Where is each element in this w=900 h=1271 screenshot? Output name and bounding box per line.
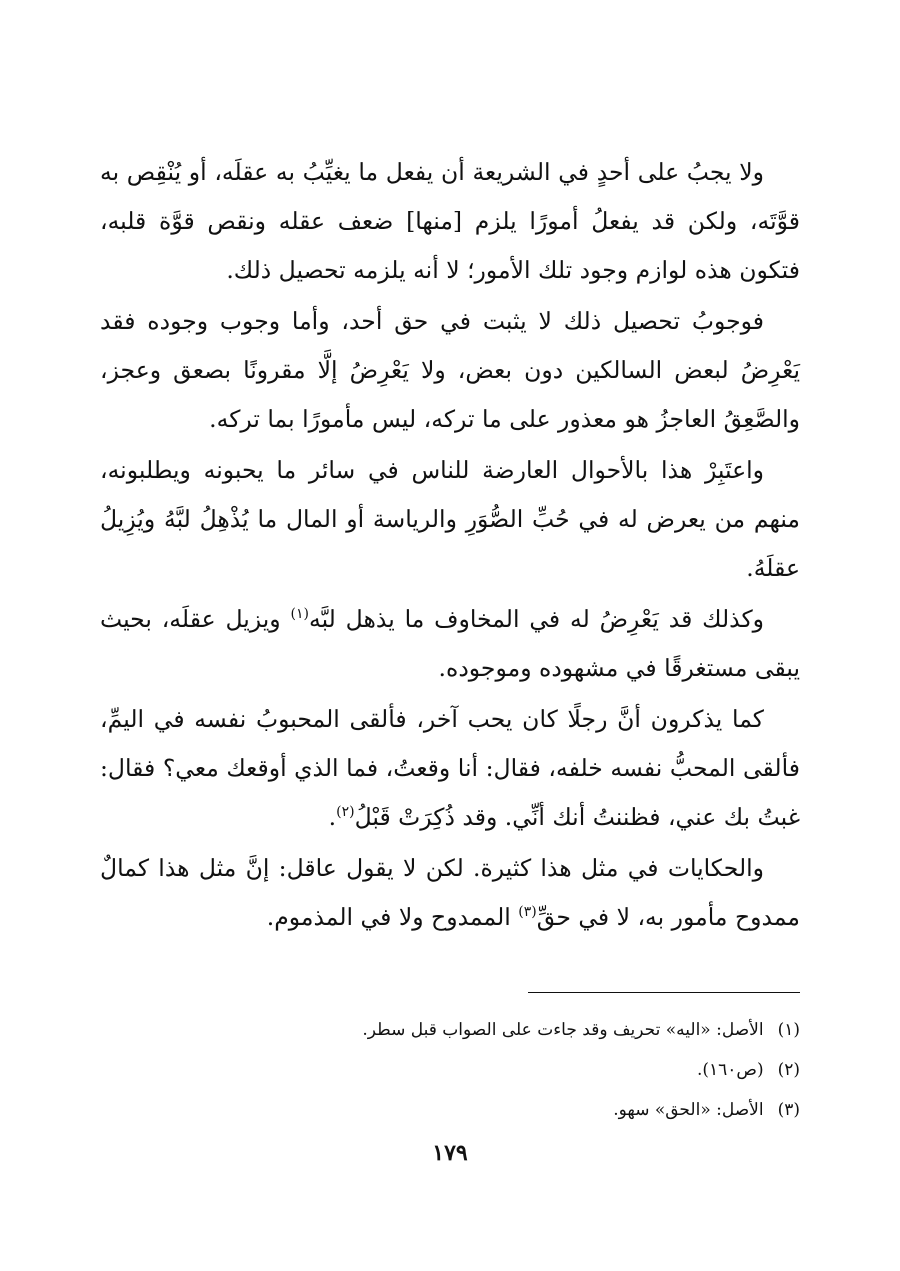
footnote-reference-2[interactable]: (٢) [336, 804, 355, 821]
paragraph-text: ويزيل عقلَه، بحيث يبقى مستغرقًا في مشهوده وموجوده. [100, 605, 800, 682]
footnote-reference-1[interactable]: (١) [290, 606, 309, 623]
footnote-text: (ص١٦٠). [696, 1060, 764, 1080]
page-number: ١٧٩ [432, 1140, 468, 1166]
footnote-1 [100, 1010, 800, 1050]
paragraph-text: الممدوح ولا في المذموم. [266, 903, 519, 931]
paragraph-5 [100, 695, 800, 842]
paragraph-text: فوجوبُ تحصيل ذلك لا يثبت في حق أحد، وأما وجوب وجوده فقد يَعْرِضُ لبعض السالكين دون بعض، ولا يَعْرِضُ إلَّا مقرونًا بصعق وعجز، والصَّعِقُ العاجزُ هو معذور على ما تركه، ليس مأمورًا بما تركه. [100, 307, 800, 433]
footnote-text: الأصل: «الحق» سهو. [613, 1100, 764, 1120]
paragraph-1 [100, 148, 800, 295]
paragraph-text: . [328, 803, 337, 831]
paragraph-3 [100, 446, 800, 593]
paragraph-text: ولا يجبُ على أحدٍ في الشريعة أن يفعل ما يغيِّبُ به عقلَه، أو يُنْقِص به قوَّتَه، ولكن قد يفعلُ أمورًا يلزم [منها] ضعف عقله ونقص قوَّة قلبه، فتكون هذه لوازم وجود تلك الأمور؛ لا أنه يلزمه تحصيل ذلك. [100, 158, 800, 284]
page-body [100, 148, 800, 942]
footnote-2 [100, 1050, 800, 1090]
footnote-number: (١) [777, 1020, 800, 1040]
footnote-number: (٢) [777, 1060, 800, 1080]
footnote-text: الأصل: «اليه» تحريف وقد جاءت على الصواب قبل سطر. [362, 1020, 764, 1040]
footnote-reference-3[interactable]: (٣) [518, 904, 537, 921]
paragraph-text: والحكايات في مثل هذا كثيرة. لكن لا يقول عاقل: إنَّ مثل هذا كمالٌ ممدوح مأمور به، لا في حقِّ [100, 854, 800, 931]
paragraph-text: كما يذكرون أنَّ رجلًا كان يحب آخر، فألقى المحبوبُ نفسه في اليمِّ، فألقى المحبُّ نفسه خلفه، فقال: أنا وقعتُ، فما الذي أوقعك معي؟ فقال: غبتُ بك عني، فظننتُ أنك أنِّي. وقد ذُكِرَتْ قَبْلُ [100, 705, 800, 831]
footnote-3 [100, 1090, 800, 1130]
paragraph-4 [100, 595, 800, 693]
footnotes [100, 1010, 800, 1130]
paragraph-text: واعتَبِرْ هذا بالأحوال العارضة للناس في سائر ما يحبونه ويطلبونه، منهم من يعرض له في حُبِّ الصُّوَرِ والرياسة أو المال ما يُذْهِلُ لبَّهُ ويُزِيلُ عقلَهُ. [100, 456, 800, 582]
footnote-number: (٣) [777, 1100, 800, 1120]
paragraph-text: وكذلك قد يَعْرِضُ له في المخاوف ما يذهل لبَّه [308, 605, 764, 633]
paragraph-6 [100, 844, 800, 942]
footnote-divider [528, 992, 800, 993]
paragraph-2 [100, 297, 800, 444]
